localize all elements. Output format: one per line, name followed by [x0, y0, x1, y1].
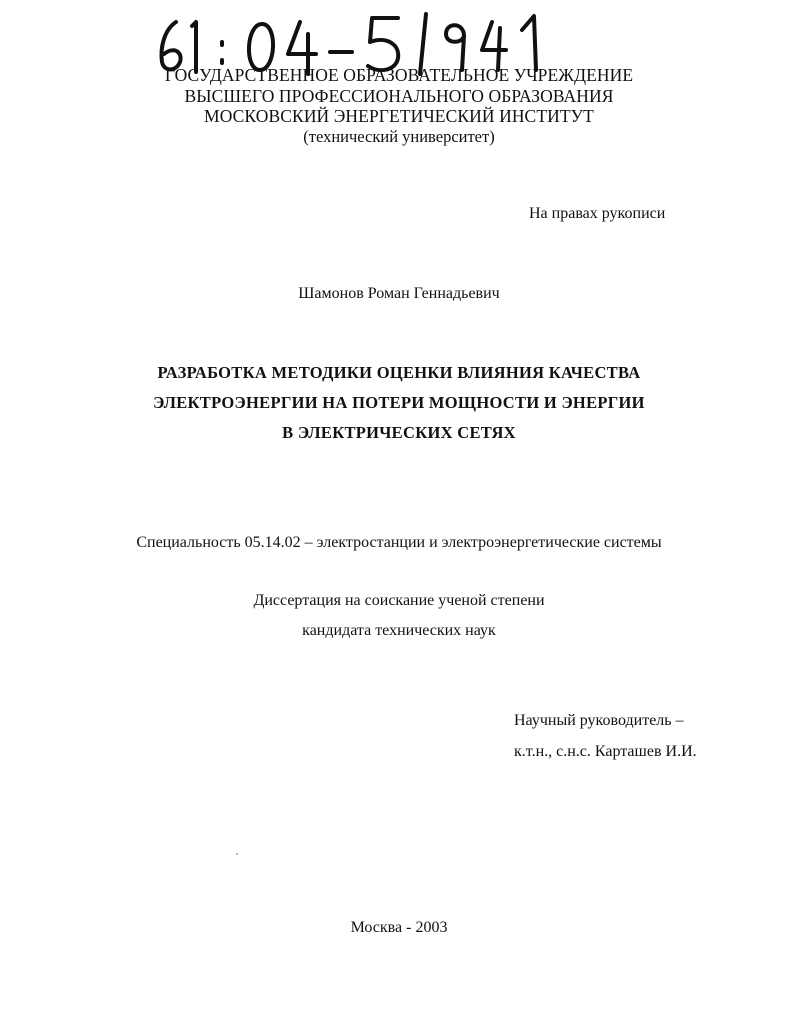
dissertation-title-line-1: РАЗРАБОТКА МЕТОДИКИ ОЦЕНКИ ВЛИЯНИЯ КАЧЕСТВА	[157, 363, 641, 382]
supervisor-label: Научный руководитель –	[514, 712, 684, 729]
institution-subtitle: (технический университет)	[303, 127, 495, 146]
supervisor-name: к.т.н., с.н.с. Карташев И.И.	[514, 743, 697, 760]
rights-note: На правах рукописи	[529, 205, 666, 222]
dissertation-title-line-2: ЭЛЕКТРОЭНЕРГИИ НА ПОТЕРИ МОЩНОСТИ И ЭНЕРГИИ	[153, 393, 645, 412]
author-name: Шамонов Роман Геннадьевич	[298, 285, 500, 302]
scan-speck	[236, 853, 238, 855]
specialty: Специальность 05.14.02 – электростанции и электроэнергетические системы	[136, 534, 662, 551]
place-year: Москва - 2003	[350, 919, 448, 936]
dissertation-degree-line-2: кандидата технических наук	[302, 622, 496, 639]
institution-line-2: ВЫСШЕГО ПРОФЕССИОНАЛЬНОГО ОБРАЗОВАНИЯ	[184, 86, 614, 106]
institution-line-3: МОСКОВСКИЙ ЭНЕРГЕТИЧЕСКИЙ ИНСТИТУТ	[204, 106, 594, 126]
dissertation-degree-line-1: Диссертация на соискание ученой степени	[253, 592, 545, 609]
dissertation-title-line-3: В ЭЛЕКТРИЧЕСКИХ СЕТЯХ	[282, 423, 516, 442]
institution-line-1: ГОСУДАРСТВЕННОЕ ОБРАЗОВАТЕЛЬНОЕ УЧРЕЖДЕНИЕ	[164, 65, 634, 85]
